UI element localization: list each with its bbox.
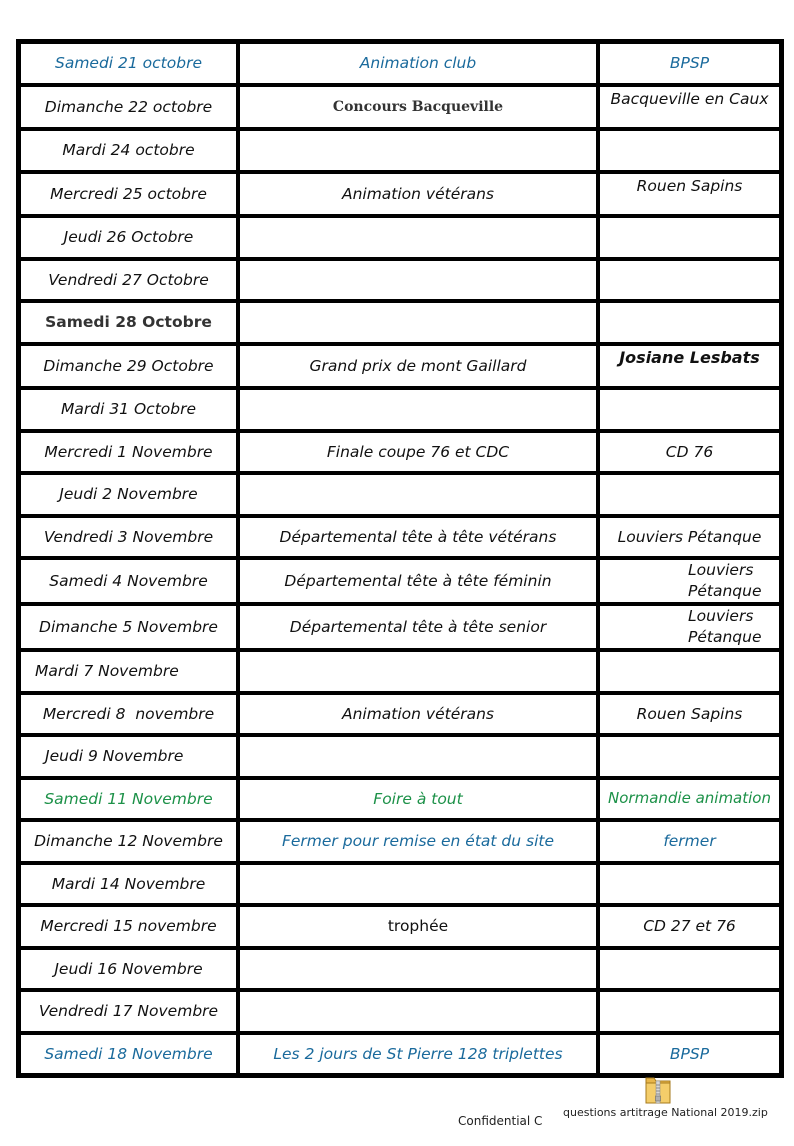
table-row — [19, 948, 781, 991]
date-cell: Mardi 14 Novembre — [19, 863, 238, 906]
table-row — [19, 558, 781, 604]
table-row — [19, 301, 781, 344]
place-cell — [598, 216, 781, 259]
date-cell: Jeudi 26 Octobre — [19, 216, 238, 259]
date-cell: Mardi 7 Novembre — [19, 650, 238, 693]
place-cell: Rouen Sapins — [598, 693, 781, 736]
table-row — [19, 905, 781, 948]
event-cell — [238, 990, 598, 1033]
event-cell: Finale coupe 76 et CDC — [238, 431, 598, 474]
date-cell: Dimanche 22 octobre — [19, 85, 238, 130]
place-cell: Louviers Pétanque — [598, 604, 781, 650]
event-cell: Foire à tout — [238, 778, 598, 821]
place-cell — [598, 990, 781, 1033]
date-cell: Mercredi 1 Novembre — [19, 431, 238, 474]
event-cell — [238, 948, 598, 991]
event-cell: trophée — [238, 905, 598, 948]
table-row — [19, 473, 781, 516]
place-cell: Louviers Pétanque — [598, 516, 781, 559]
date-cell: Samedi 18 Novembre — [19, 1033, 238, 1076]
date-cell: Jeudi 16 Novembre — [19, 948, 238, 991]
place-cell — [598, 650, 781, 693]
event-cell — [238, 216, 598, 259]
table-row — [19, 863, 781, 906]
event-cell: Départemental tête à tête féminin — [238, 558, 598, 604]
date-cell: Jeudi 2 Novembre — [19, 473, 238, 516]
event-cell: Départemental tête à tête senior — [238, 604, 598, 650]
place-cell: Rouen Sapins — [598, 172, 781, 217]
date-cell: Samedi 4 Novembre — [19, 558, 238, 604]
table-row — [19, 735, 781, 778]
date-cell: Mercredi 15 novembre — [19, 905, 238, 948]
event-cell — [238, 863, 598, 906]
event-cell: Animation vétérans — [238, 693, 598, 736]
table-row — [19, 604, 781, 650]
date-cell: Vendredi 3 Novembre — [19, 516, 238, 559]
schedule-table — [16, 39, 784, 1078]
table-row — [19, 516, 781, 559]
zip-attachment[interactable] — [563, 1072, 768, 1132]
event-cell — [238, 301, 598, 344]
table-row — [19, 990, 781, 1033]
date-cell: Vendredi 27 Octobre — [19, 259, 238, 302]
date-cell: Dimanche 5 Novembre — [19, 604, 238, 650]
event-cell — [238, 388, 598, 431]
date-cell: Mardi 31 Octobre — [19, 388, 238, 431]
event-cell: Départemental tête à tête vétérans — [238, 516, 598, 559]
place-cell — [598, 735, 781, 778]
zip-folder-icon[interactable] — [643, 1072, 673, 1106]
date-cell: Vendredi 17 Novembre — [19, 990, 238, 1033]
table-row — [19, 259, 781, 302]
table-row — [19, 1033, 781, 1076]
place-cell: BPSP — [598, 42, 781, 85]
table-row — [19, 820, 781, 863]
date-cell: Dimanche 29 Octobre — [19, 344, 238, 389]
event-cell — [238, 129, 598, 172]
table-row — [19, 42, 781, 85]
place-cell: CD 76 — [598, 431, 781, 474]
event-cell — [238, 473, 598, 516]
event-cell: Fermer pour remise en état du site — [238, 820, 598, 863]
date-cell: Mardi 24 octobre — [19, 129, 238, 172]
date-cell: Samedi 21 octobre — [19, 42, 238, 85]
place-cell: Normandie animation — [598, 778, 781, 821]
table-row — [19, 388, 781, 431]
place-cell — [598, 259, 781, 302]
classification-label: Confidential C — [458, 1114, 543, 1128]
place-cell: BPSP — [598, 1033, 781, 1076]
table-row — [19, 778, 781, 821]
place-cell: Louviers Pétanque — [598, 558, 781, 604]
event-cell: Grand prix de mont Gaillard — [238, 344, 598, 389]
place-cell — [598, 948, 781, 991]
place-cell: CD 27 et 76 — [598, 905, 781, 948]
date-cell: Jeudi 9 Novembre — [19, 735, 238, 778]
place-cell — [598, 388, 781, 431]
table-row — [19, 650, 781, 693]
place-cell: Josiane Lesbats — [598, 344, 781, 389]
place-cell — [598, 863, 781, 906]
place-cell: Bacqueville en Caux — [598, 85, 781, 130]
table-row — [19, 85, 781, 130]
event-cell: Animation vétérans — [238, 172, 598, 217]
event-cell — [238, 735, 598, 778]
event-cell: Les 2 jours de St Pierre 128 triplettes — [238, 1033, 598, 1076]
date-cell: Dimanche 12 Novembre — [19, 820, 238, 863]
place-cell — [598, 473, 781, 516]
place-cell: fermer — [598, 820, 781, 863]
date-cell: Samedi 28 Octobre — [19, 301, 238, 344]
table-row — [19, 216, 781, 259]
table-row — [19, 172, 781, 217]
event-cell — [238, 650, 598, 693]
date-cell: Mercredi 8 novembre — [19, 693, 238, 736]
table-row — [19, 693, 781, 736]
attachment-filename[interactable]: questions artitrage National 2019.zip — [563, 1106, 768, 1119]
event-cell — [238, 259, 598, 302]
table-row — [19, 344, 781, 389]
table-row — [19, 129, 781, 172]
date-cell: Mercredi 25 octobre — [19, 172, 238, 217]
place-cell — [598, 129, 781, 172]
event-cell: Animation club — [238, 42, 598, 85]
date-cell: Samedi 11 Novembre — [19, 778, 238, 821]
place-cell — [598, 301, 781, 344]
event-cell: Concours Bacqueville — [238, 85, 598, 130]
table-row — [19, 431, 781, 474]
